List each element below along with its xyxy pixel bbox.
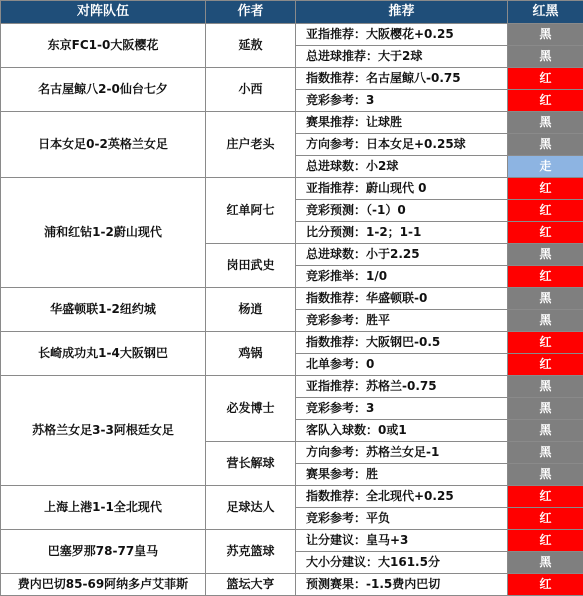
recommendation-cell: 亚指推荐：蔚山现代 0: [296, 178, 508, 200]
result-badge: 红: [508, 354, 583, 376]
recommendation-cell: 亚指推荐：大阪樱花+0.25: [296, 24, 508, 46]
match-cell: 名古屋鲸八2-0仙台七夕: [1, 68, 206, 112]
result-badge: 黑: [508, 398, 583, 420]
recommendation-cell: 北单参考：0: [296, 354, 508, 376]
recommendation-cell: 指数推荐：全北现代+0.25: [296, 486, 508, 508]
result-badge: 红: [508, 68, 583, 90]
result-badge: 黑: [508, 420, 583, 442]
match-cell: 华盛顿联1-2纽约城: [1, 288, 206, 332]
recommendation-cell: 竞彩参考：3: [296, 398, 508, 420]
result-badge: 红: [508, 332, 583, 354]
result-badge: 红: [508, 90, 583, 112]
recommendation-cell: 竞彩推举：1/0: [296, 266, 508, 288]
result-badge: 黑: [508, 464, 583, 486]
recommendation-cell: 指数推荐：名古屋鲸八-0.75: [296, 68, 508, 90]
author-cell: 杨逍: [206, 288, 296, 332]
table-row: [1, 288, 583, 310]
match-cell: 费内巴切85-69阿纳多卢艾菲斯: [1, 574, 206, 596]
header-author: 作者: [206, 1, 296, 24]
header-row: [1, 1, 583, 24]
result-badge: 黑: [508, 244, 583, 266]
result-badge: 红: [508, 486, 583, 508]
result-badge: 红: [508, 266, 583, 288]
header-match: 对阵队伍: [1, 1, 206, 24]
recommendation-cell: 比分预测：1-2；1-1: [296, 222, 508, 244]
recommendation-cell: 亚指推荐：苏格兰-0.75: [296, 376, 508, 398]
table-body: [1, 24, 583, 596]
author-cell: 鸡锅: [206, 332, 296, 376]
recommendation-cell: 竞彩参考：平负: [296, 508, 508, 530]
result-badge: 黑: [508, 24, 583, 46]
result-badge: 黑: [508, 552, 583, 574]
author-cell: 庄户老头: [206, 112, 296, 178]
result-badge: 走: [508, 156, 583, 178]
recommendation-cell: 大小分建议：大161.5分: [296, 552, 508, 574]
author-cell: 必发博士: [206, 376, 296, 442]
recommendation-cell: 让分建议：皇马+3: [296, 530, 508, 552]
recommendation-cell: 竞彩参考：胜平: [296, 310, 508, 332]
table-row: [1, 332, 583, 354]
recommendation-cell: 客队入球数：0或1: [296, 420, 508, 442]
table-row: [1, 530, 583, 552]
author-cell: 营长解球: [206, 442, 296, 486]
table-row: [1, 574, 583, 596]
result-badge: 红: [508, 178, 583, 200]
recommendation-cell: 总进球数：小2球: [296, 156, 508, 178]
recommendation-cell: 竞彩参考：3: [296, 90, 508, 112]
result-badge: 黑: [508, 310, 583, 332]
result-badge: 红: [508, 530, 583, 552]
result-badge: 黑: [508, 376, 583, 398]
table-row: [1, 178, 583, 200]
table-row: [1, 486, 583, 508]
author-cell: 足球达人: [206, 486, 296, 530]
author-cell: 红单阿七: [206, 178, 296, 244]
recommendation-cell: 竞彩预测：（-1）0: [296, 200, 508, 222]
header-recommendation: 推荐: [296, 1, 508, 24]
match-cell: 苏格兰女足3-3阿根廷女足: [1, 376, 206, 486]
result-badge: 黑: [508, 134, 583, 156]
recommendation-cell: 指数推荐：华盛顿联-0: [296, 288, 508, 310]
author-cell: 小西: [206, 68, 296, 112]
recommendation-cell: 总进球数：小于2.25: [296, 244, 508, 266]
result-badge: 黑: [508, 442, 583, 464]
result-badge: 红: [508, 574, 583, 596]
table-row: [1, 68, 583, 90]
result-badge: 红: [508, 200, 583, 222]
table-row: [1, 24, 583, 46]
result-badge: 红: [508, 222, 583, 244]
author-cell: 延敖: [206, 24, 296, 68]
recommendation-cell: 指数推荐：大阪钢巴-0.5: [296, 332, 508, 354]
result-badge: 红: [508, 508, 583, 530]
recommendation-cell: 总进球推荐：大于2球: [296, 46, 508, 68]
recommendation-cell: 方向参考：苏格兰女足-1: [296, 442, 508, 464]
recommendation-cell: 赛果参考：胜: [296, 464, 508, 486]
table-row: [1, 376, 583, 398]
recommendation-cell: 预测赛果：-1.5费内巴切: [296, 574, 508, 596]
header-result: 红黑: [508, 1, 583, 24]
author-cell: 篮坛大亨: [206, 574, 296, 596]
author-cell: 苏克篮球: [206, 530, 296, 574]
result-badge: 黑: [508, 112, 583, 134]
table-row: [1, 112, 583, 134]
match-cell: 长崎成功丸1-4大阪钢巴: [1, 332, 206, 376]
match-cell: 东京FC1-0大阪樱花: [1, 24, 206, 68]
match-cell: 上海上港1-1全北现代: [1, 486, 206, 530]
match-cell: 浦和红钻1-2蔚山现代: [1, 178, 206, 288]
match-cell: 巴塞罗那78-77皇马: [1, 530, 206, 574]
author-cell: 岗田武史: [206, 244, 296, 288]
result-badge: 黑: [508, 46, 583, 68]
recommendation-cell: 赛果推荐：让球胜: [296, 112, 508, 134]
result-badge: 黑: [508, 288, 583, 310]
match-cell: 日本女足0-2英格兰女足: [1, 112, 206, 178]
recommendation-cell: 方向参考：日本女足+0.25球: [296, 134, 508, 156]
